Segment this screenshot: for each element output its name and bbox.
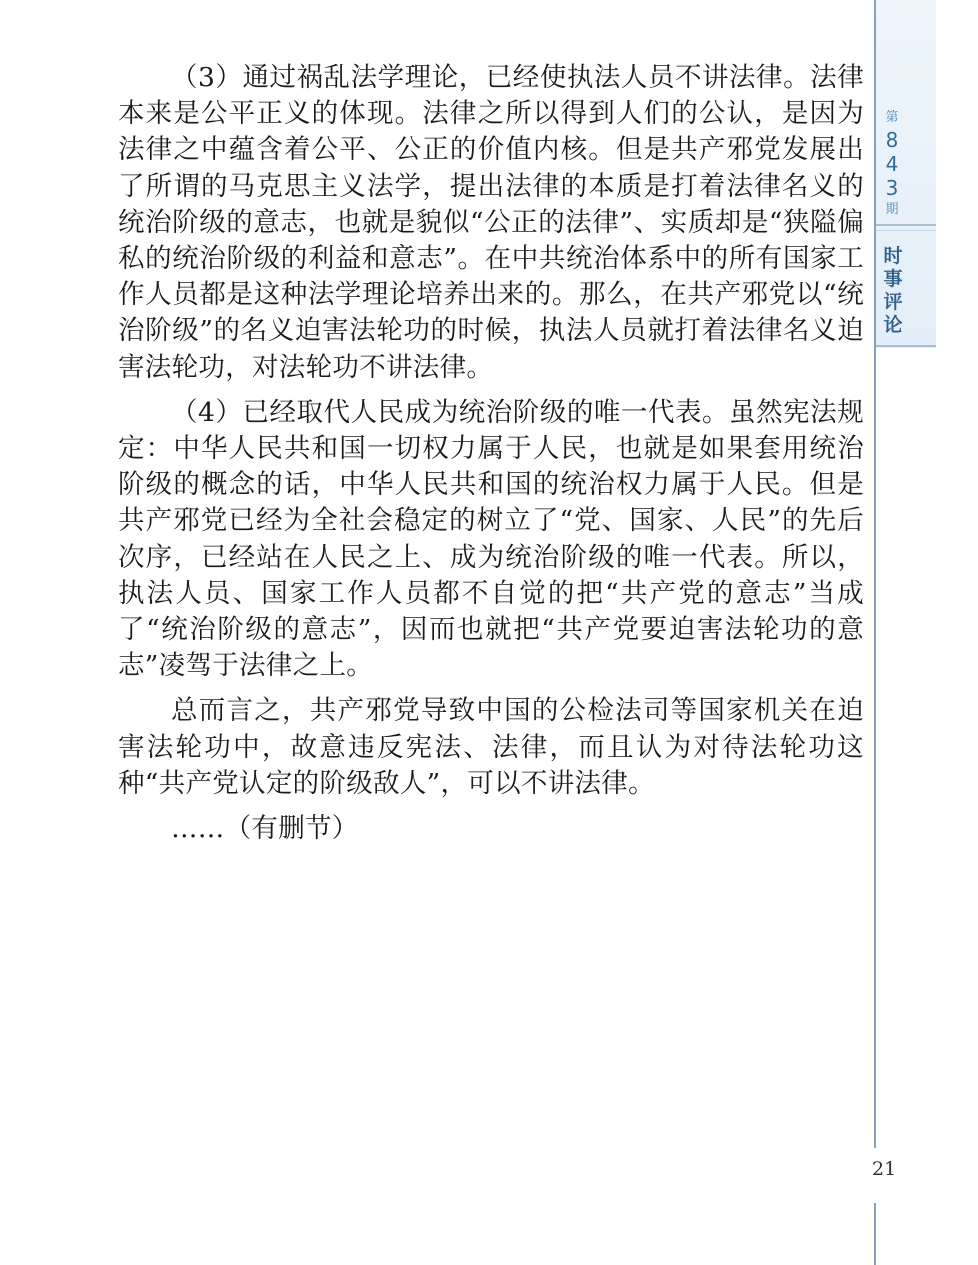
issue-prefix: 第 [885, 110, 899, 125]
section-title [879, 245, 907, 337]
issue-number [880, 108, 904, 220]
section-char: 评 [883, 291, 903, 313]
section-char: 事 [883, 268, 903, 290]
paragraph-4: （4）已经取代人民成为统治阶级的唯一代表。虽然宪法规定：中华人民共和国一切权力属于人民，也就是如果套用统治阶级的概念的话，中华人民共和国的统治权力属于人民。但是共产邪党已经为全社会稳定的树立了“党、国家、人民”的先后次序，已经站在人民之上、成为统治阶级的唯一代表。所以，执法人员、国家工作人员都不自觉的把“共产党的意志”当成了“统治阶级的意志”，因而也就把“共产党要迫害法轮功的意志”凌驾于法律之上。 [118, 396, 864, 682]
margin-rule-bottom [874, 1203, 876, 1265]
page-number: 21 [872, 1158, 897, 1180]
sidebar-divider [876, 224, 936, 226]
issue-digit: 4 [885, 152, 899, 176]
margin-rule-top [874, 0, 876, 1148]
section-char: 论 [883, 314, 903, 336]
sidebar-divider-bottom [876, 345, 936, 347]
article-body [118, 60, 864, 856]
issue-digit: 8 [885, 128, 899, 152]
paragraph-summary: 总而言之，共产邪党导致中国的公检法司等国家机关在迫害法轮功中，故意违反宪法、法律，而且认为对待法轮功这种“共产党认定的阶级敌人”，可以不讲法律。 [118, 695, 864, 799]
paragraph-3: （3）通过祸乱法学理论，已经使执法人员不讲法律。法律本来是公平正义的体现。法律之所以得到人们的公认，是因为法律之中蕴含着公平、公正的价值内核。但是共产邪党发展出了所谓的马克思主义法学，提出法律的本质是打着法律名义的统治阶级的意志，也就是貌似“公正的法律”、实质却是“狭隘偏私的统治阶级的利益和意志”。在中共统治体系中的所有国家工作人员都是这种法学理论培养出来的。那么，在共产邪党以“统治阶级”的名义迫害法轮功的时候，执法人员就打着法律名义迫害法轮功，对法轮功不讲法律。 [118, 62, 864, 383]
issue-suffix: 期 [885, 202, 899, 217]
section-char: 时 [883, 245, 903, 267]
sidebar-divider-thin [876, 230, 936, 231]
abridged-note: ……（有删节） [171, 813, 359, 845]
issue-digit: 3 [885, 176, 899, 200]
